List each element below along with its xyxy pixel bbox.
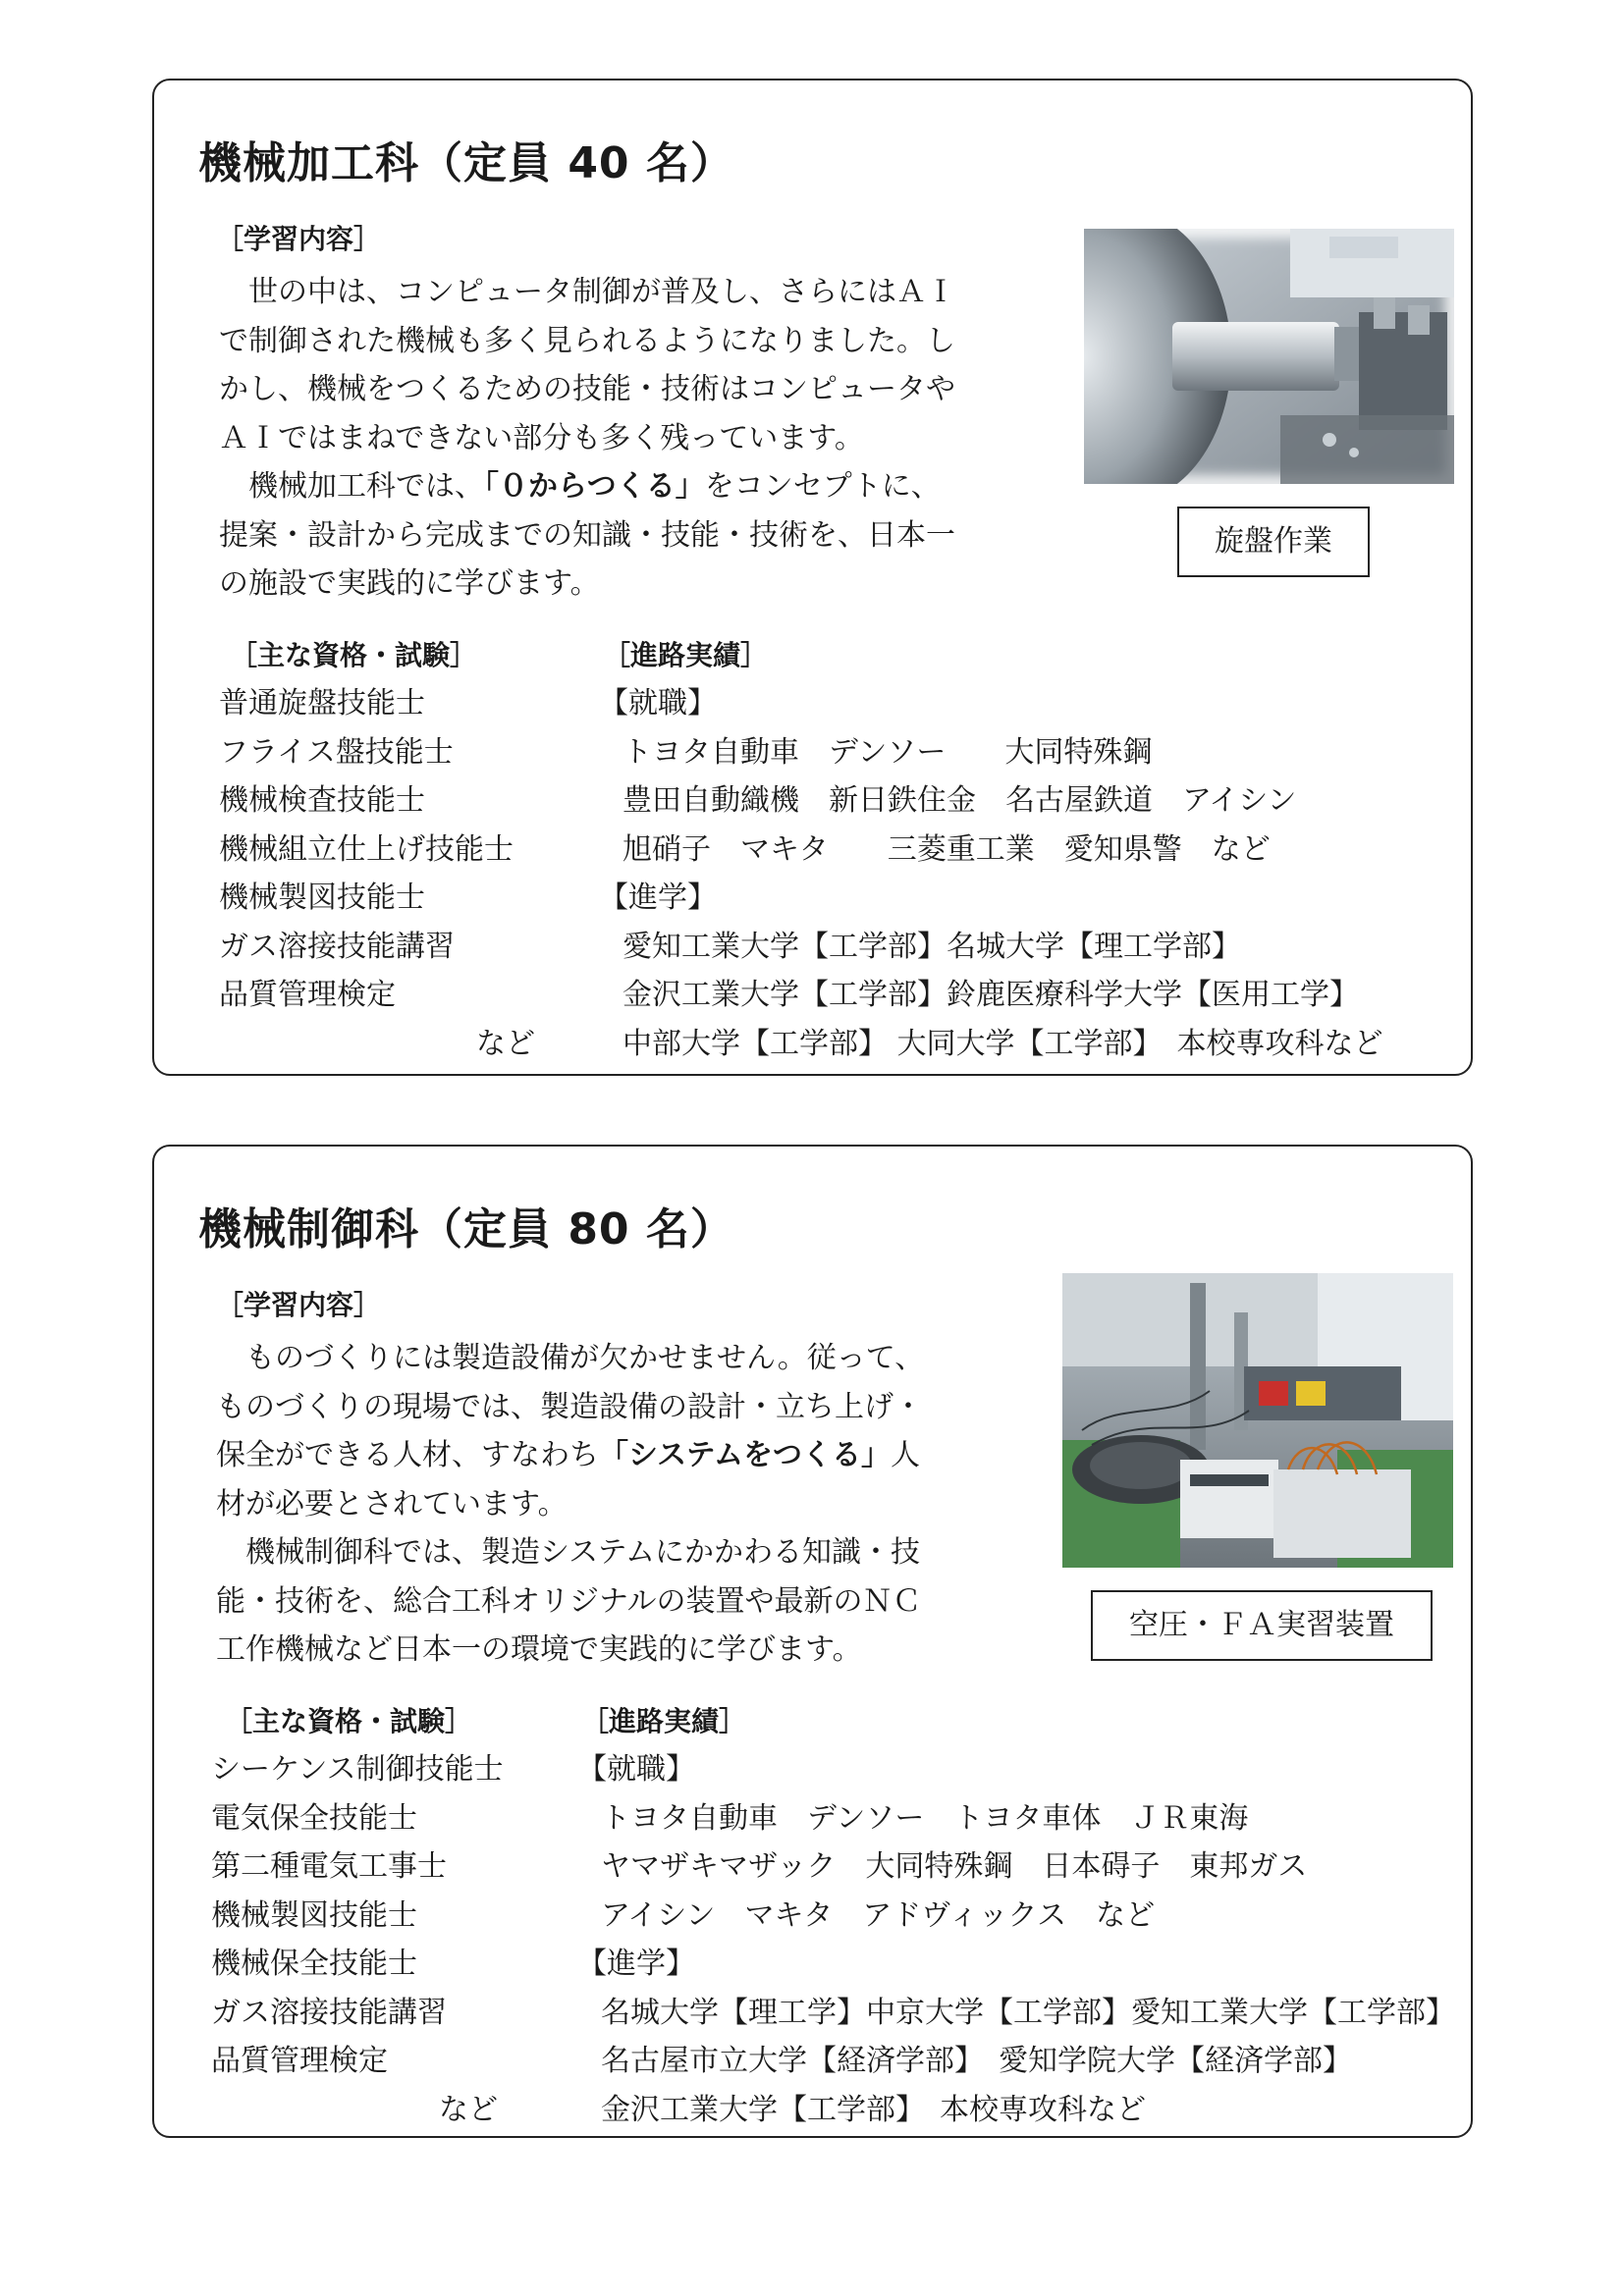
career-label: ［進路実績］ — [581, 1705, 747, 1737]
course-card-machining — [152, 79, 1473, 1076]
career-list — [599, 679, 1383, 1068]
job-item: トヨタ自動車 デンソー トヨタ車体 ＪＲ東海 — [601, 1800, 1249, 1836]
qualification-list — [211, 1745, 504, 2134]
lathe-photo — [1084, 229, 1454, 484]
qualification-etc: など — [476, 1026, 535, 1061]
learning-line: かし、機械をつくるための技能・技術はコンピュータや — [219, 372, 955, 406]
learning-label: ［学習内容］ — [216, 223, 382, 255]
qualification-item: 機械組立仕上げ技能士 — [219, 831, 514, 867]
learning-text-part: 機械加工科では、 — [219, 469, 484, 504]
learning-line: 世の中は、コンピュータ制御が普及し、さらにはＡＩ — [219, 275, 955, 309]
qualification-item: シーケンス制御技能士 — [211, 1752, 504, 1787]
qualification-item: ガス溶接技能講習 — [211, 1995, 447, 2030]
learning-line — [216, 1431, 924, 1480]
job-item: 旭硝子 マキタ 三菱重工業 愛知県警 など — [623, 831, 1271, 867]
study-item: 愛知工業大学【工学部】名城大学【理工学部】 — [623, 929, 1241, 964]
career-list — [577, 1745, 1455, 2134]
learning-line: ものづくりには製造設備が欠かせません。従って、 — [216, 1341, 925, 1375]
qualification-item: ガス溶接技能講習 — [219, 929, 455, 964]
study-item: 名古屋市立大学【経済学部】 愛知学院大学【経済学部】 — [601, 2044, 1352, 2078]
career-label: ［進路実績］ — [603, 639, 769, 671]
study-item: 金沢工業大学【工学部】鈴鹿医療科学大学【医用工学】 — [623, 978, 1359, 1012]
qualification-list — [219, 679, 535, 1068]
learning-line: 提案・設計から完成までの知識・技能・技術を、日本一 — [219, 517, 955, 553]
qualification-item: 機械保全技能士 — [211, 1947, 417, 1981]
concept-highlight: 「システムをつくる」 — [599, 1438, 891, 1472]
learning-line — [219, 462, 955, 511]
job-item: アイシン マキタ アドヴィックス など — [601, 1897, 1156, 1933]
qualification-etc: など — [439, 2092, 498, 2127]
learning-line: ものづくりの現場では、製造設備の設計・立ち上げ・ — [216, 1389, 923, 1424]
learning-line: の施設で実践的に学びます。 — [219, 566, 600, 601]
learning-line: 工作機械など日本一の環境で実践的に学びます。 — [216, 1632, 862, 1667]
learning-line: 機械制御科では、製造システムにかかわる知識・技 — [216, 1535, 920, 1570]
qualification-item: 機械製図技能士 — [211, 1897, 417, 1933]
course-card-control — [152, 1145, 1473, 2138]
photo-caption: 空圧・ＦＡ実習装置 — [1091, 1590, 1433, 1661]
job-item: 豊田自動織機 新日鉄住金 名古屋鉄道 アイシン — [623, 783, 1297, 818]
job-item: トヨタ自動車 デンソー 大同特殊鋼 — [623, 734, 1153, 770]
learning-text-part: 保全ができる人材、すなわち — [216, 1438, 599, 1472]
study-item: 名城大学【理工学】中京大学【工学部】愛知工業大学【工学部】 — [601, 1995, 1455, 2030]
learning-text-part: 人 — [891, 1438, 920, 1472]
study-label: 【進学】 — [577, 1947, 695, 1981]
job-item: ヤマザキマザック 大同特殊鋼 日本碍子 東邦ガス — [601, 1849, 1308, 1884]
fa-equipment-photo — [1062, 1273, 1453, 1568]
qualification-item: フライス盤技能士 — [219, 734, 454, 770]
job-label: 【就職】 — [577, 1752, 695, 1787]
study-item: 中部大学【工学部】 大同大学【工学部】 本校専攻科など — [623, 1026, 1383, 1061]
learning-line: 能・技術を、総合工科オリジナルの装置や最新のＮＣ — [216, 1583, 922, 1619]
qualification-item: 機械検査技能士 — [219, 783, 425, 818]
lathe-image — [1084, 229, 1454, 484]
learning-line: で制御された機械も多く見られるようになりました。し — [219, 323, 955, 358]
fa-equipment-image — [1062, 1273, 1453, 1568]
learning-label: ［学習内容］ — [216, 1289, 382, 1321]
learning-text — [216, 1334, 924, 1675]
qualification-item: 電気保全技能士 — [211, 1800, 417, 1836]
qualification-label: ［主な資格・試験］ — [230, 639, 478, 671]
qualification-item: 機械製図技能士 — [219, 881, 425, 915]
job-label: 【就職】 — [599, 686, 717, 721]
section-title: 機械加工科（定員 40 名） — [198, 138, 734, 188]
study-item: 金沢工業大学【工学部】 本校専攻科など — [601, 2092, 1146, 2127]
section-title: 機械制御科（定員 80 名） — [198, 1204, 734, 1255]
qualification-item: 品質管理検定 — [219, 978, 396, 1012]
qualification-item: 品質管理検定 — [211, 2044, 388, 2078]
qualification-item: 第二種電気工事士 — [211, 1849, 447, 1884]
photo-caption: 旋盤作業 — [1177, 507, 1370, 577]
learning-text — [219, 268, 955, 609]
learning-line: 材が必要とされています。 — [216, 1486, 568, 1522]
concept-highlight: 「０からつくる」 — [484, 469, 705, 504]
qualification-item: 普通旋盤技能士 — [219, 686, 425, 721]
study-label: 【進学】 — [599, 881, 717, 915]
learning-text-part: をコンセプトに、 — [704, 469, 941, 504]
qualification-label: ［主な資格・試験］ — [225, 1705, 473, 1737]
learning-line: ＡＩではまねできない部分も多く残っています。 — [219, 420, 864, 455]
